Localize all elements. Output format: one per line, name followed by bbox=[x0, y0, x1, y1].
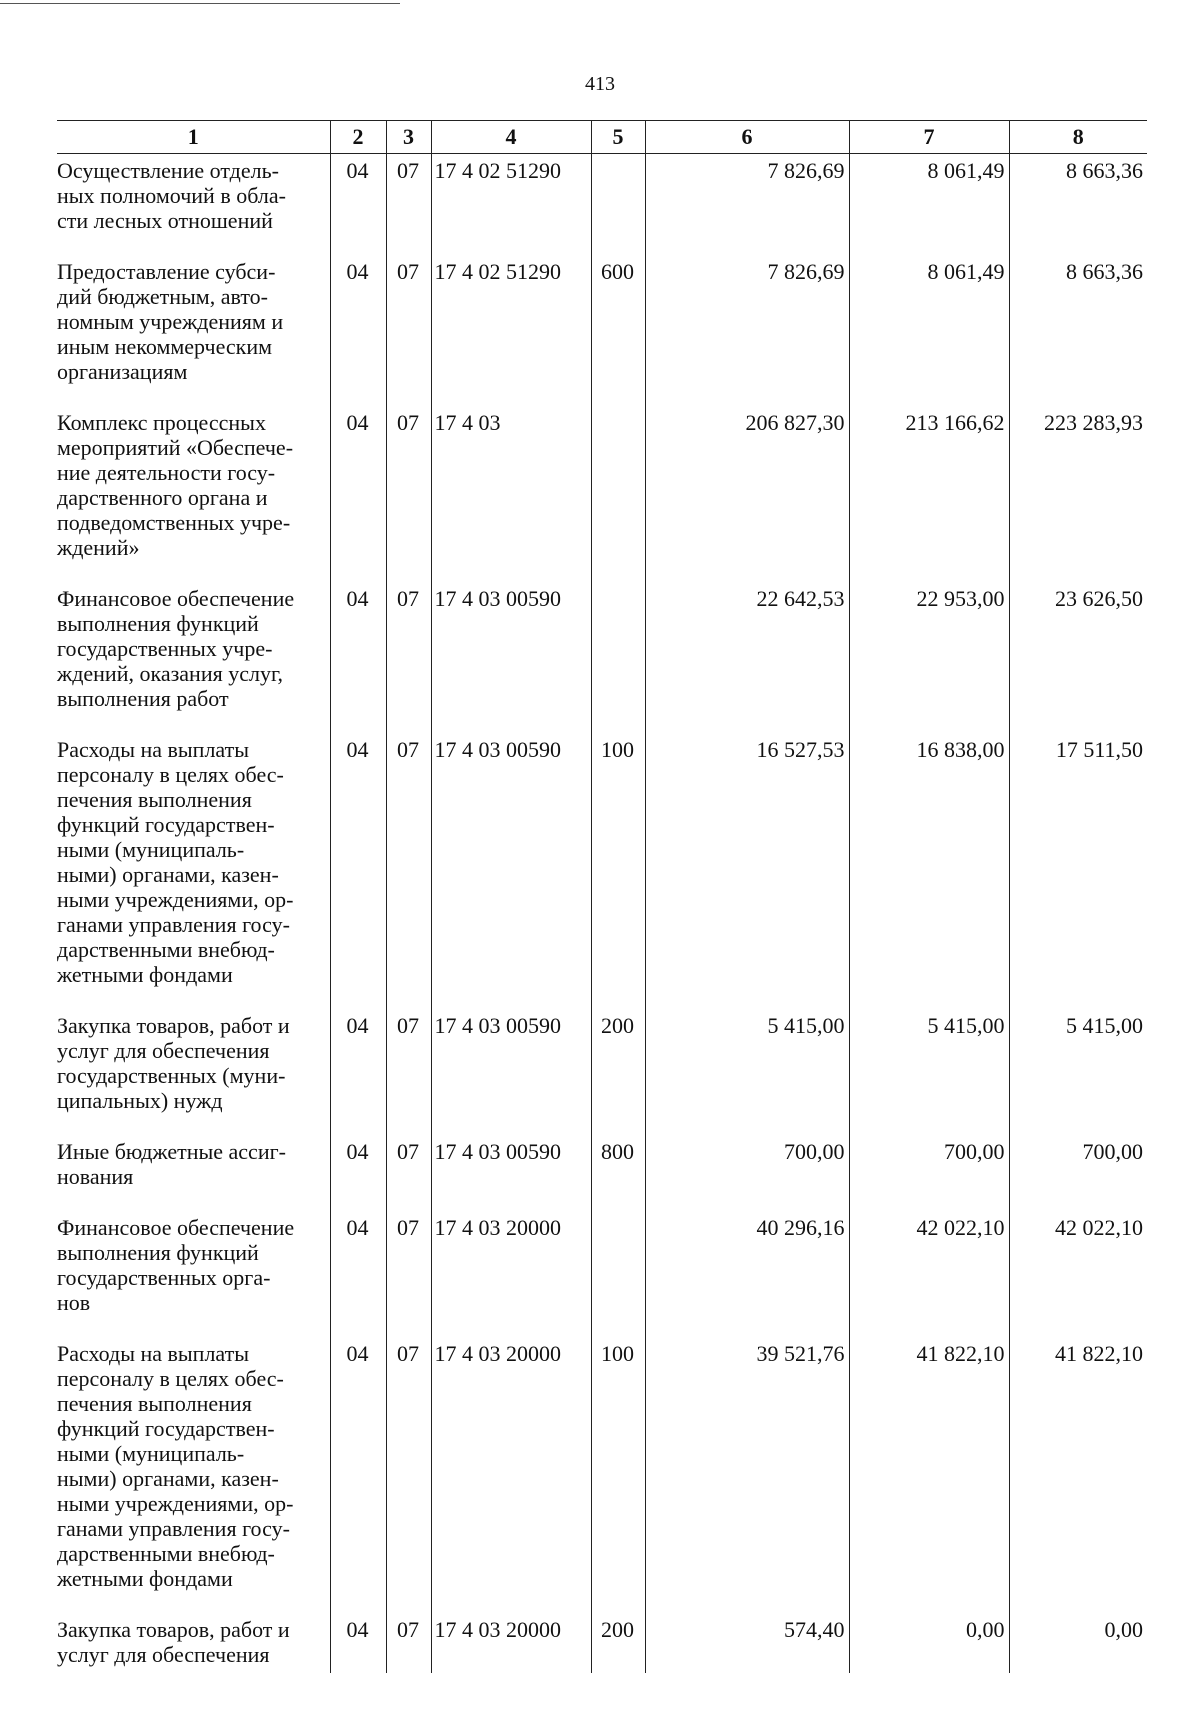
section-code: 04 bbox=[330, 154, 386, 256]
subsection-code: 07 bbox=[386, 154, 431, 256]
table-row bbox=[57, 1211, 1147, 1337]
amount-col-7: 8 061,49 bbox=[849, 154, 1009, 256]
subsection-code: 07 bbox=[386, 733, 431, 1009]
column-header-8: 8 bbox=[1009, 121, 1147, 154]
expense-type-code bbox=[591, 154, 645, 256]
column-header-5: 5 bbox=[591, 121, 645, 154]
amount-col-8: 17 511,50 bbox=[1009, 733, 1147, 1009]
table-row bbox=[57, 154, 1147, 256]
amount-col-7: 0,00 bbox=[849, 1613, 1009, 1673]
column-header-1: 1 bbox=[57, 121, 330, 154]
table-row bbox=[57, 733, 1147, 1009]
section-code: 04 bbox=[330, 1337, 386, 1613]
target-article-code: 17 4 02 51290 bbox=[431, 154, 591, 256]
section-code: 04 bbox=[330, 1613, 386, 1673]
table-row bbox=[57, 1135, 1147, 1211]
expense-type-code bbox=[591, 406, 645, 582]
amount-col-6: 39 521,76 bbox=[645, 1337, 849, 1613]
amount-col-6: 700,00 bbox=[645, 1135, 849, 1211]
amount-col-7: 8 061,49 bbox=[849, 255, 1009, 406]
amount-col-6: 7 826,69 bbox=[645, 154, 849, 256]
amount-col-7: 700,00 bbox=[849, 1135, 1009, 1211]
amount-col-8: 223 283,93 bbox=[1009, 406, 1147, 582]
expense-name: Расходы на выплаты персоналу в целях обес- печения выполнения функций государствен- ными (муниципаль- ными) органами, казен- ными учреждениями, ор- ганами управления госу- дарственными внебюд- жетными фондами bbox=[57, 1341, 294, 1591]
section-code: 04 bbox=[330, 255, 386, 406]
target-article-code: 17 4 03 00590 bbox=[431, 733, 591, 1009]
expense-name: Предоставление субси- дий бюджетным, авто- номным учреждениям и иным некоммерческим организациям bbox=[57, 259, 284, 384]
target-article-code: 17 4 02 51290 bbox=[431, 255, 591, 406]
amount-col-6: 40 296,16 bbox=[645, 1211, 849, 1337]
amount-col-8: 700,00 bbox=[1009, 1135, 1147, 1211]
amount-col-8: 5 415,00 bbox=[1009, 1009, 1147, 1135]
amount-col-6: 206 827,30 bbox=[645, 406, 849, 582]
amount-col-7: 16 838,00 bbox=[849, 733, 1009, 1009]
expense-type-code: 100 bbox=[591, 733, 645, 1009]
table-row bbox=[57, 255, 1147, 406]
amount-col-6: 16 527,53 bbox=[645, 733, 849, 1009]
target-article-code: 17 4 03 20000 bbox=[431, 1337, 591, 1613]
subsection-code: 07 bbox=[386, 1135, 431, 1211]
table-row bbox=[57, 406, 1147, 582]
section-code: 04 bbox=[330, 1135, 386, 1211]
budget-table bbox=[57, 120, 1147, 1673]
amount-col-7: 42 022,10 bbox=[849, 1211, 1009, 1337]
amount-col-7: 41 822,10 bbox=[849, 1337, 1009, 1613]
expense-type-code: 200 bbox=[591, 1613, 645, 1673]
target-article-code: 17 4 03 00590 bbox=[431, 1135, 591, 1211]
header-row bbox=[57, 121, 1147, 154]
subsection-code: 07 bbox=[386, 1211, 431, 1337]
table-row bbox=[57, 582, 1147, 733]
expense-name: Осуществление отдель- ных полномочий в обла- сти лесных отношений bbox=[57, 158, 286, 233]
table-row bbox=[57, 1613, 1147, 1673]
column-header-4: 4 bbox=[431, 121, 591, 154]
amount-col-7: 5 415,00 bbox=[849, 1009, 1009, 1135]
target-article-code: 17 4 03 bbox=[431, 406, 591, 582]
subsection-code: 07 bbox=[386, 1009, 431, 1135]
column-header-3: 3 bbox=[386, 121, 431, 154]
column-header-7: 7 bbox=[849, 121, 1009, 154]
amount-col-7: 22 953,00 bbox=[849, 582, 1009, 733]
amount-col-6: 22 642,53 bbox=[645, 582, 849, 733]
expense-name: Закупка товаров, работ и услуг для обеспечения государственных (муни- ципальных) нужд bbox=[57, 1013, 290, 1113]
target-article-code: 17 4 03 20000 bbox=[431, 1211, 591, 1337]
column-header-6: 6 bbox=[645, 121, 849, 154]
column-header-2: 2 bbox=[330, 121, 386, 154]
amount-col-7: 213 166,62 bbox=[849, 406, 1009, 582]
page-top-rule bbox=[0, 3, 400, 4]
subsection-code: 07 bbox=[386, 1337, 431, 1613]
table-row bbox=[57, 1009, 1147, 1135]
target-article-code: 17 4 03 20000 bbox=[431, 1613, 591, 1673]
subsection-code: 07 bbox=[386, 255, 431, 406]
expense-name: Комплекс процессных мероприятий «Обеспече- ние деятельности госу- дарственного органа и подведомственных учре- ждений» bbox=[57, 410, 294, 560]
amount-col-6: 7 826,69 bbox=[645, 255, 849, 406]
subsection-code: 07 bbox=[386, 1613, 431, 1673]
expense-type-code bbox=[591, 1211, 645, 1337]
section-code: 04 bbox=[330, 1211, 386, 1337]
section-code: 04 bbox=[330, 733, 386, 1009]
section-code: 04 bbox=[330, 406, 386, 582]
expense-type-code: 200 bbox=[591, 1009, 645, 1135]
expense-type-code: 100 bbox=[591, 1337, 645, 1613]
amount-col-6: 574,40 bbox=[645, 1613, 849, 1673]
expense-name: Финансовое обеспечение выполнения функций государственных орга- нов bbox=[57, 1215, 295, 1315]
expense-name: Расходы на выплаты персоналу в целях обес- печения выполнения функций государствен- ными (муниципаль- ными) органами, казен- ными учреждениями, ор- ганами управления госу- дарственными внебюд- жетными фондами bbox=[57, 737, 294, 987]
subsection-code: 07 bbox=[386, 582, 431, 733]
expense-name: Иные бюджетные ассиг- нования bbox=[57, 1139, 286, 1189]
target-article-code: 17 4 03 00590 bbox=[431, 1009, 591, 1135]
expense-name: Финансовое обеспечение выполнения функций государственных учре- ждений, оказания услуг, выполнения работ bbox=[57, 586, 295, 711]
amount-col-8: 42 022,10 bbox=[1009, 1211, 1147, 1337]
amount-col-8: 8 663,36 bbox=[1009, 154, 1147, 256]
amount-col-8: 0,00 bbox=[1009, 1613, 1147, 1673]
amount-col-6: 5 415,00 bbox=[645, 1009, 849, 1135]
expense-type-code: 800 bbox=[591, 1135, 645, 1211]
target-article-code: 17 4 03 00590 bbox=[431, 582, 591, 733]
section-code: 04 bbox=[330, 1009, 386, 1135]
subsection-code: 07 bbox=[386, 406, 431, 582]
amount-col-8: 23 626,50 bbox=[1009, 582, 1147, 733]
section-code: 04 bbox=[330, 582, 386, 733]
page-number: 413 bbox=[585, 73, 615, 95]
expense-name: Закупка товаров, работ и услуг для обеспечения bbox=[57, 1617, 290, 1667]
expense-type-code bbox=[591, 582, 645, 733]
table-row bbox=[57, 1337, 1147, 1613]
expense-type-code: 600 bbox=[591, 255, 645, 406]
amount-col-8: 41 822,10 bbox=[1009, 1337, 1147, 1613]
amount-col-8: 8 663,36 bbox=[1009, 255, 1147, 406]
